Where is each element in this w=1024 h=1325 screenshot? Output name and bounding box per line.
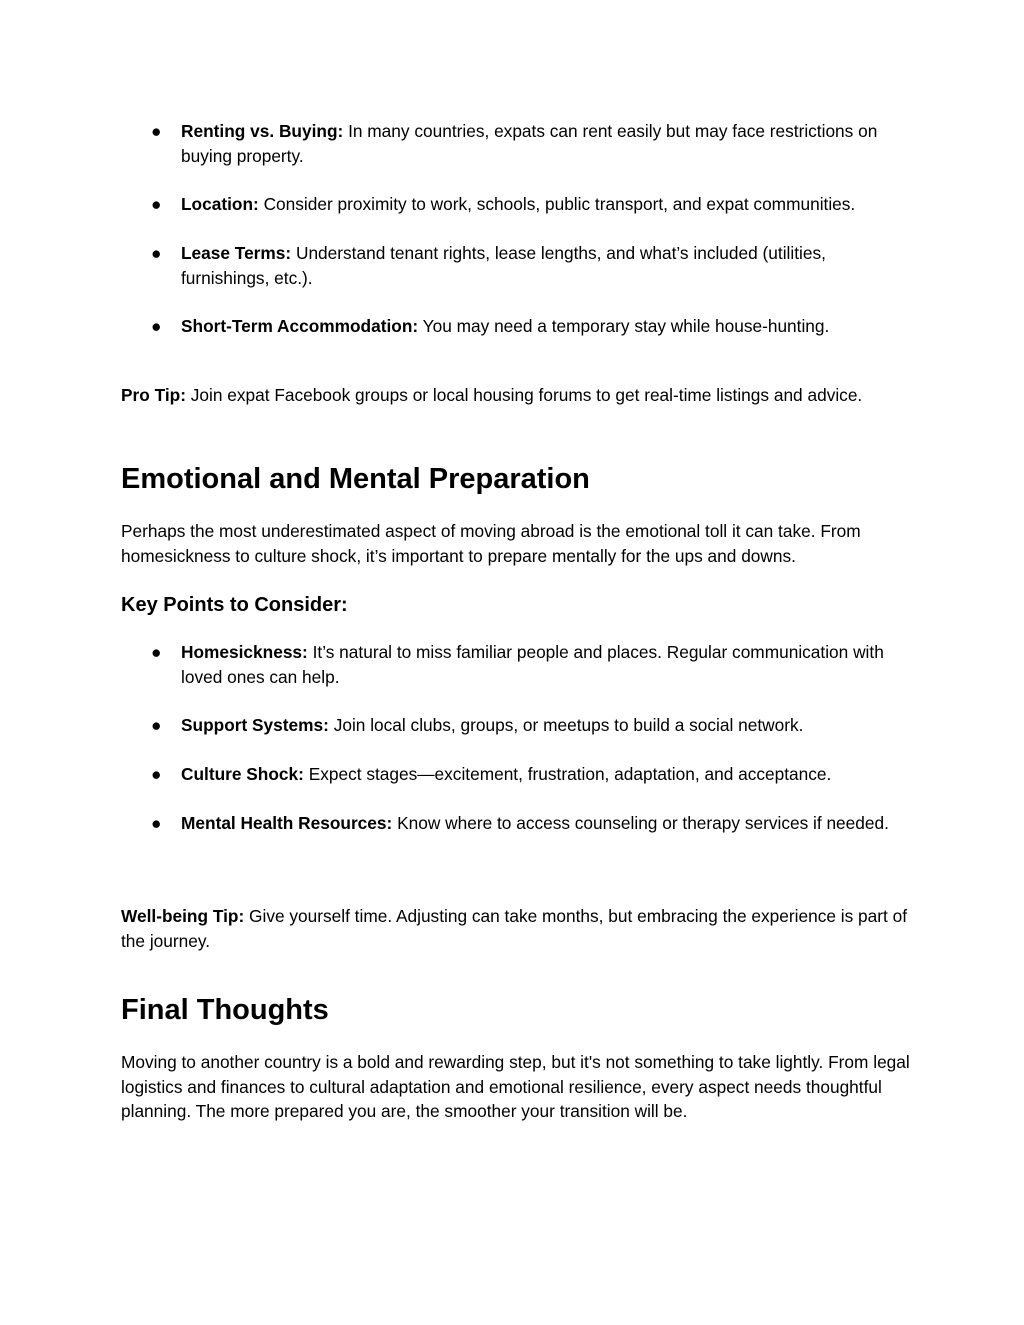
key-points-heading: Key Points to Consider:: [121, 594, 348, 616]
list-item-term: Culture Shock:: [181, 764, 304, 784]
bullet-icon: ●: [151, 764, 162, 784]
list-item-term: Support Systems:: [181, 715, 329, 735]
list-item-text: [181, 640, 911, 689]
pro-tip-label: Pro Tip:: [121, 385, 186, 405]
list-item-text: [181, 314, 911, 339]
list-item-body: Understand tenant rights, lease lengths, and what’s included (utilities, furnishings, etc.).: [181, 243, 826, 288]
list-item-body: Join local clubs, groups, or meetups to build a social network.: [333, 715, 804, 735]
bullet-icon: ●: [151, 813, 162, 833]
list-item-term: Mental Health Resources:: [181, 813, 393, 833]
bullet-icon: ●: [151, 642, 162, 662]
list-item-body: Know where to access counseling or therapy services if needed.: [397, 813, 889, 833]
bullet-icon: ●: [151, 715, 162, 735]
section-heading-emotional: Emotional and Mental Preparation: [121, 463, 590, 495]
list-item-body: You may need a temporary stay while house-hunting.: [422, 316, 830, 336]
list-item-text: [181, 192, 911, 217]
list-item-body: Expect stages—excitement, frustration, adaptation, and acceptance.: [308, 764, 832, 784]
pro-tip: [121, 383, 911, 408]
list-item-text: [181, 811, 911, 836]
final-text: Moving to another country is a bold and rewarding step, but it's not something to take lightly. From legal logistics and finances to cultural adaptation and emotional resilience, every aspect needs thoughtful planning. The more prepared you are, the smoother your transition will be.: [121, 1052, 910, 1121]
pro-tip-text: Join expat Facebook groups or local housing forums to get real-time listings and advice.: [190, 385, 863, 405]
wellbeing-tip-text: Give yourself time. Adjusting can take months, but embracing the experience is part of the journey.: [121, 906, 908, 951]
bullet-icon: ●: [151, 194, 162, 214]
list-item-term: Lease Terms:: [181, 243, 292, 263]
list-item-term: Short-Term Accommodation:: [181, 316, 419, 336]
list-item-text: [181, 762, 911, 787]
list-item-text: [181, 241, 911, 290]
bullet-icon: ●: [151, 316, 162, 336]
list-item-body: Consider proximity to work, schools, public transport, and expat communities.: [263, 194, 856, 214]
list-item-body: In many countries, expats can rent easily but may face restrictions on buying property.: [181, 121, 878, 166]
bullet-icon: ●: [151, 121, 162, 141]
list-item-term: Homesickness:: [181, 642, 308, 662]
emotional-intro: Perhaps the most underestimated aspect of moving abroad is the emotional toll it can take. From homesickness to culture shock, it’s important to prepare mentally for the ups and downs.: [121, 521, 861, 566]
section-heading-final: Final Thoughts: [121, 994, 329, 1026]
list-item-text: [181, 119, 911, 168]
list-item-text: [181, 713, 911, 738]
wellbeing-tip: [121, 904, 911, 953]
list-item-body: It’s natural to miss familiar people and places. Regular communication with loved ones can help.: [181, 642, 884, 687]
wellbeing-tip-label: Well-being Tip:: [121, 906, 245, 926]
list-item-term: Renting vs. Buying:: [181, 121, 344, 141]
list-item-term: Location:: [181, 194, 259, 214]
bullet-icon: ●: [151, 243, 162, 263]
